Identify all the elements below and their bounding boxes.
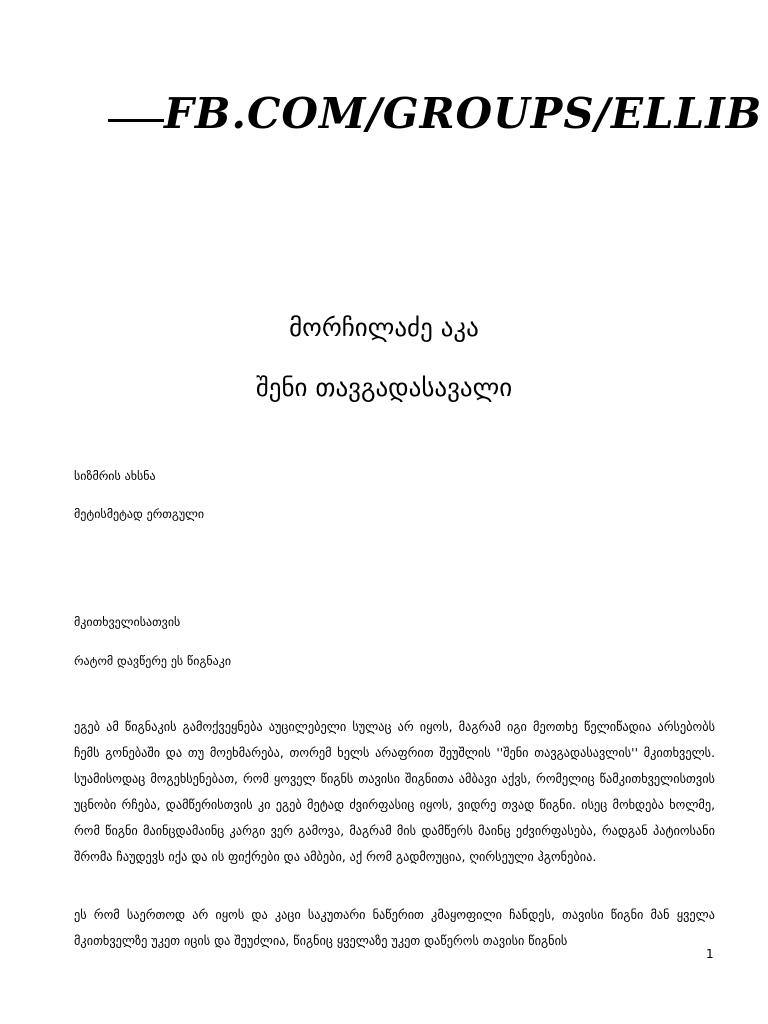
section-heading-reader: მკითხველისათვის — [74, 615, 181, 629]
group-banner — [108, 84, 762, 144]
contents-line-1: სიზმრის ახსნა — [74, 469, 156, 483]
book-title-line-1: მორჩილაძე აკა — [289, 313, 479, 342]
body-paragraph-1: ეგებ ამ წიგნაკის გამოქვეყნება აუცილებელი სულაც არ იყოს, მაგრამ იგი მეოთხე წელიწადია არსებობს ჩემს გონებაში და თუ მოეხმარება, თორემ ხელს არაფრით შეუშლის ''შენი თავგადასავლის'' მკითხველს. სუამისოდაც მოგეხსენებათ, რომ ყოველ წიგნს თავისი შიგნითა ამბავი აქვს, რომელიც წამკითხველისთვის უცნობი რჩება, დამწერისთვის კი ეგებ მეტად ძვირფასიც იყოს, ვიდრე თვად წიგნი. ისეც მოხდება ხოლმე, რომ წიგნი მაინცდამაინც კარგი ვერ გამოვა, მაგრამ მის დამწერს მაინც ეძვირფასება, რადგან პატიოსანი შრომა ჩაუდევს იქა და ის ფიქრები და ამბები, აქ რომ გადმოუცია, ღირსეული ჰგონებია. — [74, 720, 715, 864]
banner-dash — [108, 119, 164, 122]
banner-text: FB.COM/GROUPS/ELLIB — [164, 89, 763, 138]
contents-line-2: მეტისმეტად ერთგული — [74, 507, 205, 521]
section-heading-why: რატომ დავწერე ეს წიგნაკი — [74, 654, 232, 668]
body-paragraph-2: ეს რომ საერთოდ არ იყოს და კაცი საკუთარი ნაწერით კმაყოფილი ჩანდეს, თავისი წიგნი მან ყველა მკითხველზე უკეთ იცის და შეუძლია, წიგნიც ყველაზე უკეთ დაწეროს თავისი წიგნის — [74, 908, 715, 948]
book-title-line-2: შენი თავგადასავალი — [255, 373, 513, 402]
page-number: 1 — [706, 947, 714, 961]
